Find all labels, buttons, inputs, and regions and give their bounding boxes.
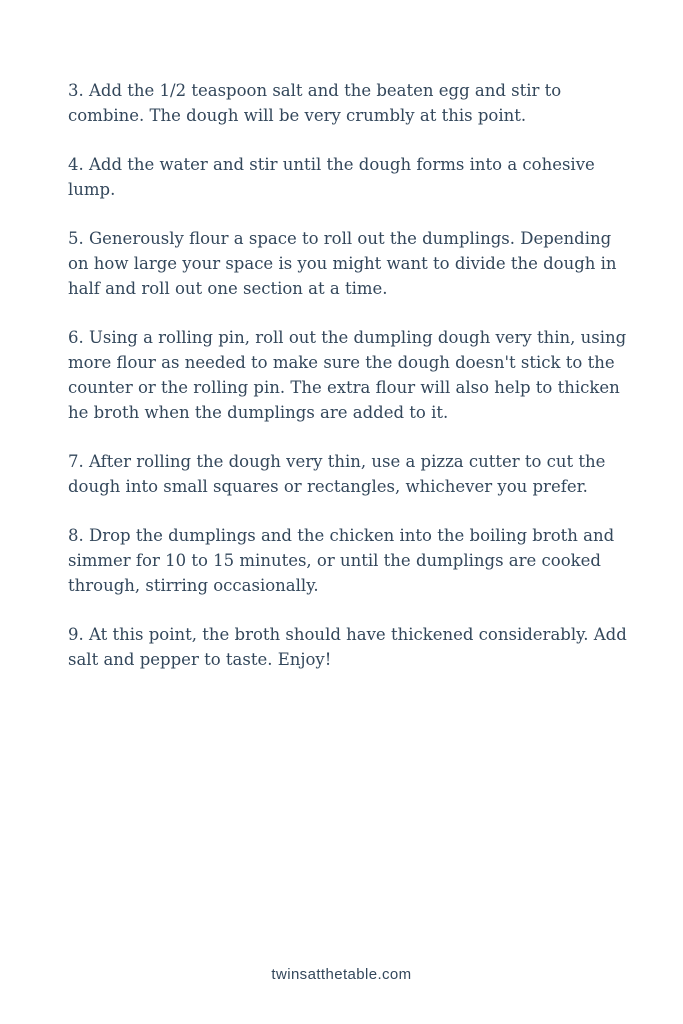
footer-site-name: twinsatthetable.com — [271, 966, 412, 983]
step-5: 5. Generously flour a space to roll out the dumplings. Depending on how large your space is you might want to divide the dough in half and roll out one section at a time. — [68, 229, 617, 298]
step-6: 6. Using a rolling pin, roll out the dumpling dough very thin, using more flour as needed to make sure the dough doesn't stick to the counter or the rolling pin. The extra flour will also help to thicken he broth when the dumplings are added to it. — [68, 328, 627, 422]
step-8: 8. Drop the dumplings and the chicken into the boiling broth and simmer for 10 to 15 minutes, or until the dumplings are cooked through, stirring occasionally. — [68, 526, 615, 595]
recipe-steps — [68, 78, 634, 696]
step-4: 4. Add the water and stir until the dough forms into a cohesive lump. — [68, 155, 595, 199]
step-9: 9. At this point, the broth should have thickened considerably. Add salt and pepper to taste. Enjoy! — [68, 625, 627, 669]
step-7: 7. After rolling the dough very thin, use a pizza cutter to cut the dough into small squares or rectangles, whichever you prefer. — [68, 452, 606, 496]
step-3: 3. Add the 1/2 teaspoon salt and the beaten egg and stir to combine. The dough will be very crumbly at this point. — [68, 81, 562, 125]
site-footer — [0, 966, 683, 983]
